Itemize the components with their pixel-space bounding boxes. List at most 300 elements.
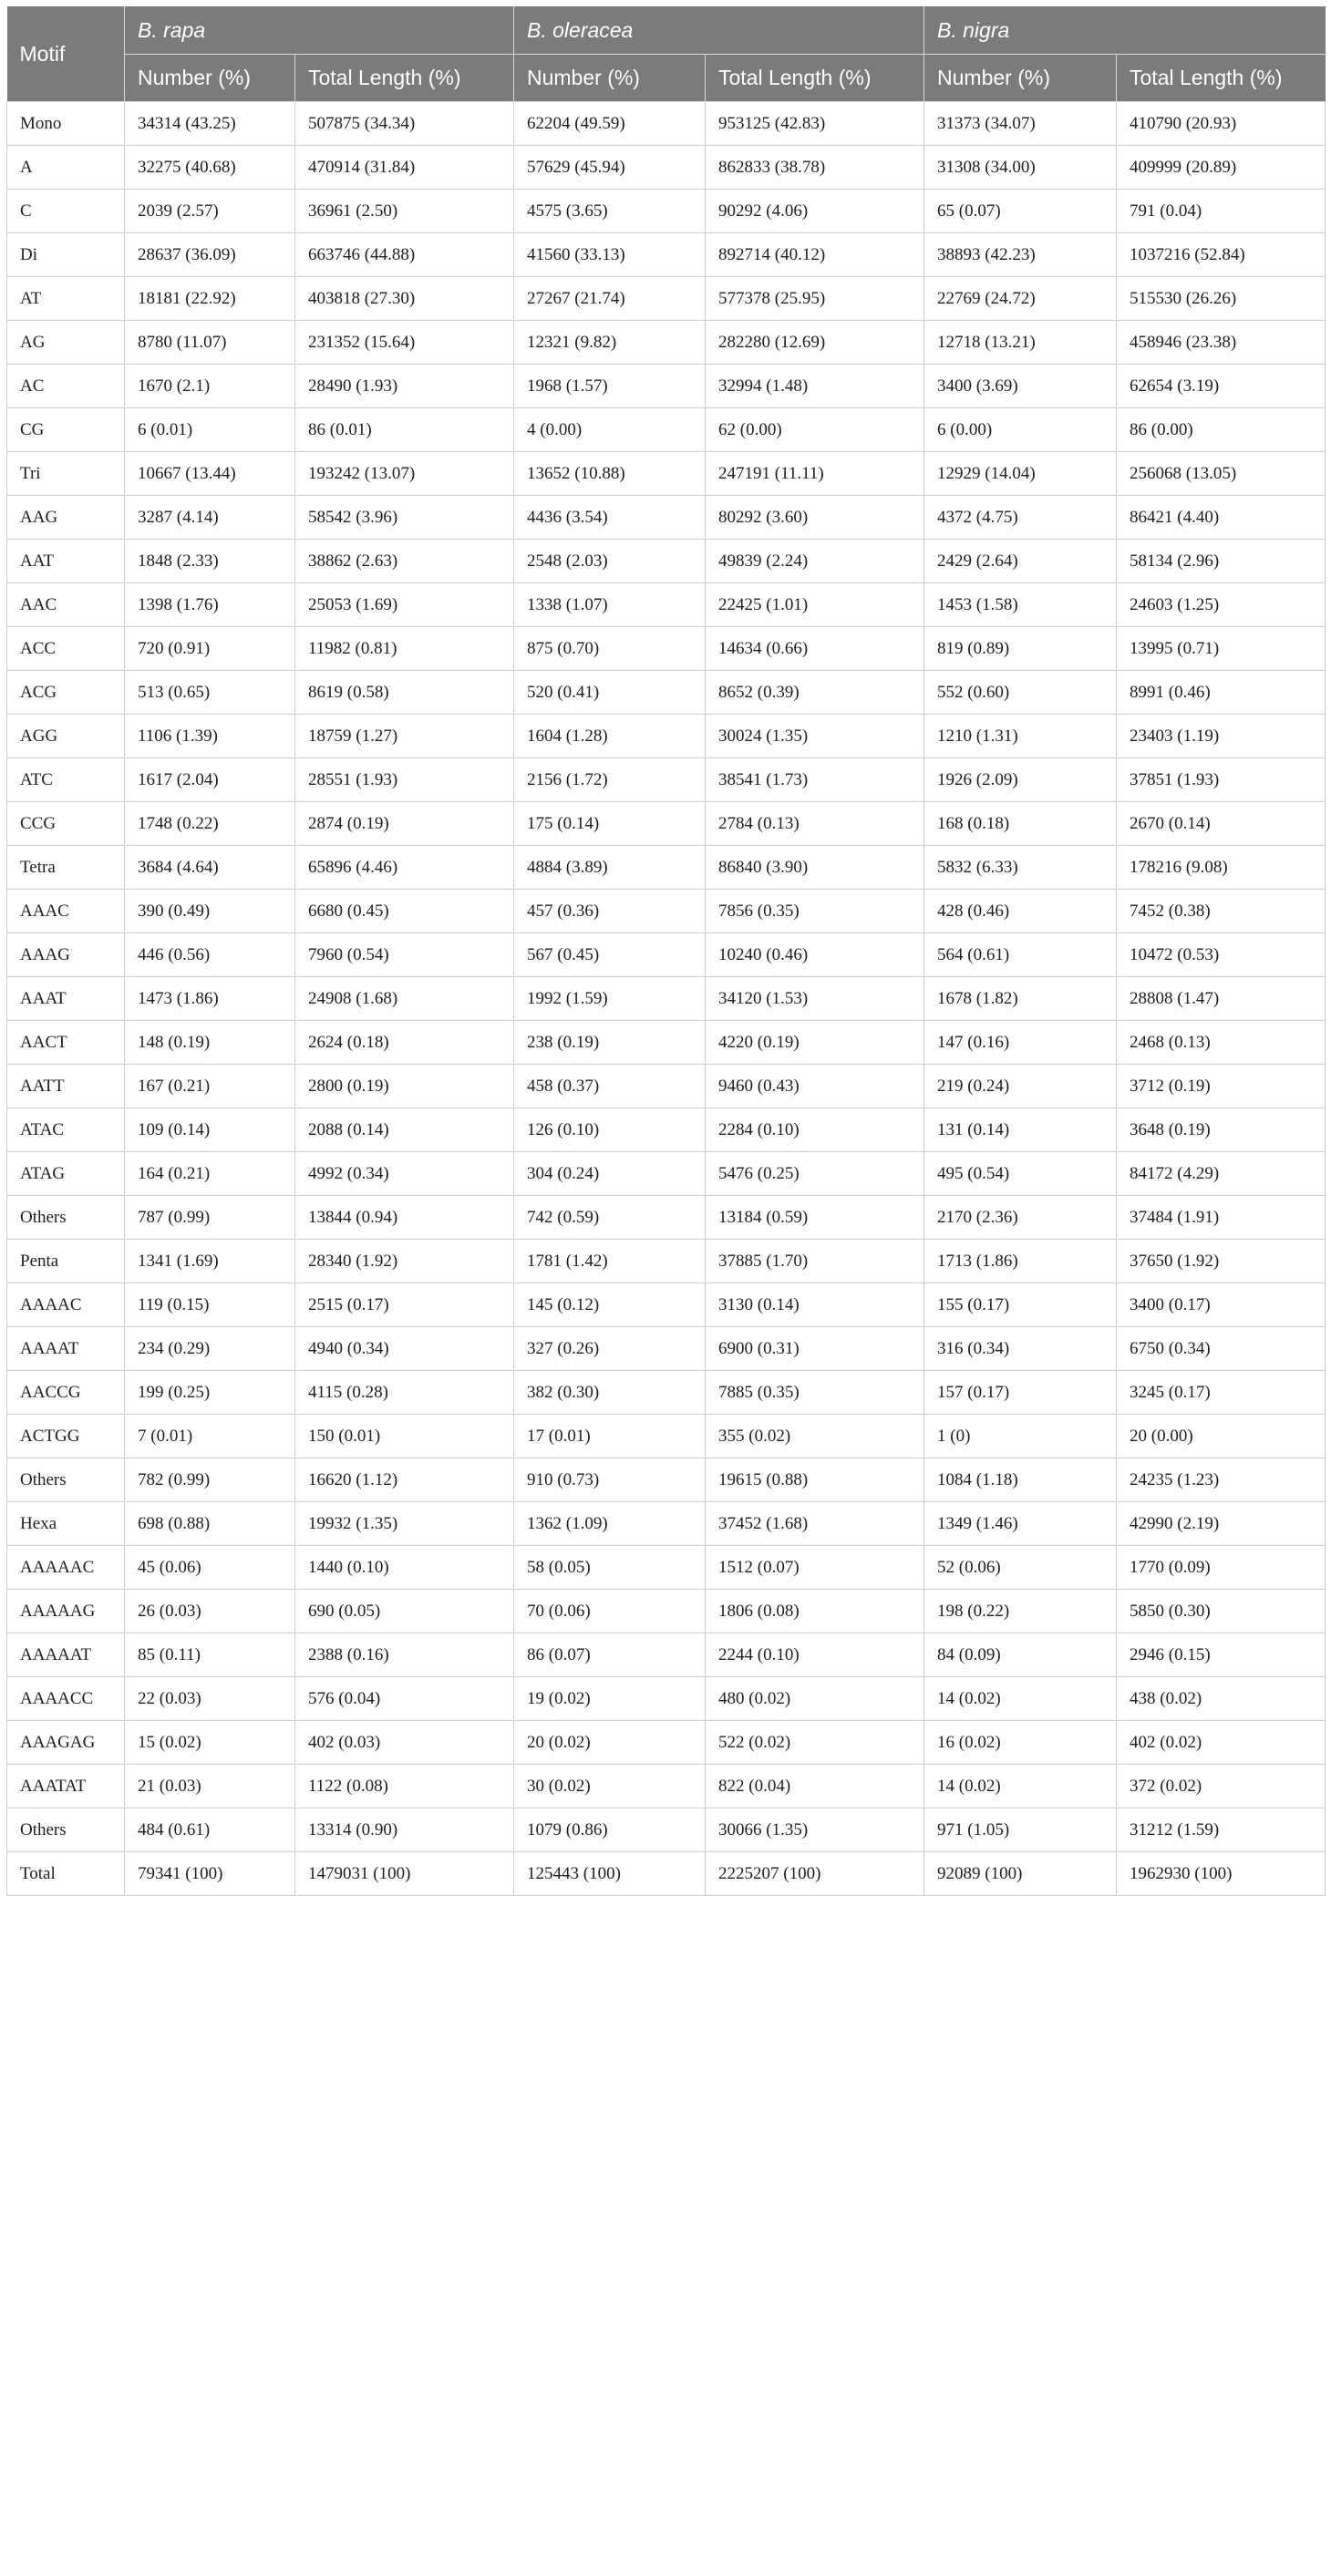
b-rapa-number-cell: 3287 (4.14) (125, 496, 295, 540)
b-nigra-number-cell: 819 (0.89) (924, 627, 1117, 671)
table-row (7, 890, 1326, 933)
b-oleracea-length-cell: 522 (0.02) (706, 1721, 924, 1765)
b-nigra-number-cell: 12718 (13.21) (924, 321, 1117, 365)
b-oleracea-number-cell: 457 (0.36) (514, 890, 706, 933)
b-rapa-number-cell: 484 (0.61) (125, 1808, 295, 1852)
b-rapa-length-cell: 28551 (1.93) (295, 758, 514, 802)
b-rapa-length-cell: 36961 (2.50) (295, 190, 514, 233)
b-nigra-length-cell: 1770 (0.09) (1117, 1546, 1326, 1590)
table-row (7, 1021, 1326, 1065)
b-oleracea-length-cell: 86840 (3.90) (706, 846, 924, 890)
b-oleracea-length-cell: 19615 (0.88) (706, 1458, 924, 1502)
b-nigra-number-cell: 971 (1.05) (924, 1808, 1117, 1852)
b-oleracea-number-cell: 1781 (1.42) (514, 1240, 706, 1283)
b-nigra-number-cell: 147 (0.16) (924, 1021, 1117, 1065)
b-nigra-number-cell: 4372 (4.75) (924, 496, 1117, 540)
b-rapa-number-cell: 199 (0.25) (125, 1371, 295, 1415)
motif-cell: Tri (7, 452, 125, 496)
motif-cell: AAAAAG (7, 1590, 125, 1633)
b-oleracea-length-cell: 1512 (0.07) (706, 1546, 924, 1590)
b-oleracea-length-cell: 30024 (1.35) (706, 715, 924, 758)
table-row (7, 277, 1326, 321)
b-rapa-length-cell: 38862 (2.63) (295, 540, 514, 583)
ssr-motif-table (6, 6, 1326, 1896)
b-nigra-length-cell: 178216 (9.08) (1117, 846, 1326, 890)
b-rapa-number-cell: 18181 (22.92) (125, 277, 295, 321)
b-oleracea-number-cell: 1992 (1.59) (514, 977, 706, 1021)
table-row (7, 146, 1326, 190)
b-rapa-length-cell: 24908 (1.68) (295, 977, 514, 1021)
table-row (7, 1765, 1326, 1808)
b-rapa-length-cell: 2388 (0.16) (295, 1633, 514, 1677)
motif-cell: AATT (7, 1065, 125, 1108)
b-rapa-number-cell: 21 (0.03) (125, 1765, 295, 1808)
b-oleracea-length-cell: 14634 (0.66) (706, 627, 924, 671)
b-rapa-number-cell: 164 (0.21) (125, 1152, 295, 1196)
b-nigra-number-cell: 552 (0.60) (924, 671, 1117, 715)
b-oleracea-number-cell: 1362 (1.09) (514, 1502, 706, 1546)
b-oleracea-length-cell: 953125 (42.83) (706, 102, 924, 146)
table-row (7, 1283, 1326, 1327)
motif-cell: ATAC (7, 1108, 125, 1152)
b-oleracea-number-cell: 520 (0.41) (514, 671, 706, 715)
b-oleracea-length-cell: 2284 (0.10) (706, 1108, 924, 1152)
b-rapa-length-header: Total Length (%) (295, 55, 514, 102)
b-rapa-length-cell: 6680 (0.45) (295, 890, 514, 933)
b-oleracea-length-cell: 2784 (0.13) (706, 802, 924, 846)
b-oleracea-number-cell: 19 (0.02) (514, 1677, 706, 1721)
motif-cell: AAATAT (7, 1765, 125, 1808)
b-nigra-length-cell: 3648 (0.19) (1117, 1108, 1326, 1152)
b-oleracea-number-cell: 4436 (3.54) (514, 496, 706, 540)
b-nigra-length-cell: 458946 (23.38) (1117, 321, 1326, 365)
b-nigra-number-cell: 1349 (1.46) (924, 1502, 1117, 1546)
b-nigra-number-cell: 564 (0.61) (924, 933, 1117, 977)
b-oleracea-length-cell: 49839 (2.24) (706, 540, 924, 583)
b-rapa-number-cell: 1748 (0.22) (125, 802, 295, 846)
b-rapa-number-cell: 10667 (13.44) (125, 452, 295, 496)
b-oleracea-number-cell: 125443 (100) (514, 1852, 706, 1896)
motif-cell: Others (7, 1808, 125, 1852)
b-rapa-length-cell: 11982 (0.81) (295, 627, 514, 671)
b-oleracea-number-cell: 20 (0.02) (514, 1721, 706, 1765)
b-nigra-length-cell: 37650 (1.92) (1117, 1240, 1326, 1283)
table-row (7, 540, 1326, 583)
motif-cell: Hexa (7, 1502, 125, 1546)
table-row (7, 190, 1326, 233)
b-nigra-number-cell: 219 (0.24) (924, 1065, 1117, 1108)
table-row (7, 846, 1326, 890)
b-oleracea-number-cell: 875 (0.70) (514, 627, 706, 671)
b-oleracea-length-cell: 355 (0.02) (706, 1415, 924, 1458)
b-nigra-length-cell: 13995 (0.71) (1117, 627, 1326, 671)
b-oleracea-length-cell: 9460 (0.43) (706, 1065, 924, 1108)
table-row (7, 1677, 1326, 1721)
b-oleracea-number-cell: 13652 (10.88) (514, 452, 706, 496)
b-oleracea-number-cell: 27267 (21.74) (514, 277, 706, 321)
b-oleracea-length-cell: 37452 (1.68) (706, 1502, 924, 1546)
b-nigra-number-cell: 65 (0.07) (924, 190, 1117, 233)
b-oleracea-number-cell: 567 (0.45) (514, 933, 706, 977)
b-rapa-length-cell: 690 (0.05) (295, 1590, 514, 1633)
b-oleracea-length-cell: 247191 (11.11) (706, 452, 924, 496)
table-row (7, 321, 1326, 365)
table-row (7, 758, 1326, 802)
b-nigra-length-cell: 84172 (4.29) (1117, 1152, 1326, 1196)
b-nigra-length-cell: 372 (0.02) (1117, 1765, 1326, 1808)
table-row (7, 408, 1326, 452)
b-rapa-length-cell: 13844 (0.94) (295, 1196, 514, 1240)
b-oleracea-number-cell: 1968 (1.57) (514, 365, 706, 408)
b-nigra-length-cell: 410790 (20.93) (1117, 102, 1326, 146)
table-row (7, 1371, 1326, 1415)
b-nigra-number-cell: 168 (0.18) (924, 802, 1117, 846)
b-nigra-length-cell: 24235 (1.23) (1117, 1458, 1326, 1502)
table-row (7, 1590, 1326, 1633)
b-rapa-number-cell: 1341 (1.69) (125, 1240, 295, 1283)
b-nigra-number-cell: 2429 (2.64) (924, 540, 1117, 583)
b-nigra-length-cell: 2946 (0.15) (1117, 1633, 1326, 1677)
b-oleracea-length-cell: 862833 (38.78) (706, 146, 924, 190)
b-rapa-number-cell: 109 (0.14) (125, 1108, 295, 1152)
b-rapa-length-cell: 13314 (0.90) (295, 1808, 514, 1852)
b-nigra-length-cell: 5850 (0.30) (1117, 1590, 1326, 1633)
b-rapa-length-cell: 8619 (0.58) (295, 671, 514, 715)
table-row (7, 1808, 1326, 1852)
b-nigra-length-cell: 8991 (0.46) (1117, 671, 1326, 715)
b-oleracea-length-cell: 22425 (1.01) (706, 583, 924, 627)
b-nigra-number-cell: 5832 (6.33) (924, 846, 1117, 890)
b-oleracea-length-cell: 480 (0.02) (706, 1677, 924, 1721)
motif-cell: Di (7, 233, 125, 277)
motif-cell: AAAT (7, 977, 125, 1021)
table-row (7, 977, 1326, 1021)
b-oleracea-number-cell: 86 (0.07) (514, 1633, 706, 1677)
b-nigra-length-cell: 20 (0.00) (1117, 1415, 1326, 1458)
b-rapa-length-cell: 65896 (4.46) (295, 846, 514, 890)
b-rapa-number-cell: 26 (0.03) (125, 1590, 295, 1633)
b-rapa-number-cell: 34314 (43.25) (125, 102, 295, 146)
b-rapa-number-cell: 1473 (1.86) (125, 977, 295, 1021)
b-oleracea-number-cell: 57629 (45.94) (514, 146, 706, 190)
motif-cell: AAAAAT (7, 1633, 125, 1677)
b-rapa-length-cell: 18759 (1.27) (295, 715, 514, 758)
table-row (7, 365, 1326, 408)
table-row (7, 233, 1326, 277)
b-rapa-length-cell: 1479031 (100) (295, 1852, 514, 1896)
b-oleracea-length-cell: 30066 (1.35) (706, 1808, 924, 1852)
b-oleracea-number-cell: 126 (0.10) (514, 1108, 706, 1152)
b-oleracea-number-cell: 145 (0.12) (514, 1283, 706, 1327)
table-row (7, 1852, 1326, 1896)
b-nigra-length-cell: 28808 (1.47) (1117, 977, 1326, 1021)
b-nigra-number-cell: 1210 (1.31) (924, 715, 1117, 758)
motif-cell: ACTGG (7, 1415, 125, 1458)
b-rapa-number-cell: 15 (0.02) (125, 1721, 295, 1765)
b-nigra-length-cell: 86421 (4.40) (1117, 496, 1326, 540)
b-nigra-number-cell: 1926 (2.09) (924, 758, 1117, 802)
motif-cell: Others (7, 1458, 125, 1502)
species-header-b-rapa: B. rapa (125, 6, 514, 55)
b-nigra-length-cell: 1037216 (52.84) (1117, 233, 1326, 277)
b-nigra-number-cell: 155 (0.17) (924, 1283, 1117, 1327)
b-oleracea-number-cell: 12321 (9.82) (514, 321, 706, 365)
b-nigra-length-cell: 86 (0.00) (1117, 408, 1326, 452)
motif-cell: AAAAT (7, 1327, 125, 1371)
b-rapa-number-cell: 1398 (1.76) (125, 583, 295, 627)
b-rapa-length-cell: 507875 (34.34) (295, 102, 514, 146)
b-oleracea-length-cell: 577378 (25.95) (706, 277, 924, 321)
table-row (7, 1196, 1326, 1240)
motif-cell: Tetra (7, 846, 125, 890)
b-rapa-number-cell: 2039 (2.57) (125, 190, 295, 233)
b-oleracea-number-cell: 17 (0.01) (514, 1415, 706, 1458)
b-rapa-number-cell: 148 (0.19) (125, 1021, 295, 1065)
b-oleracea-length-cell: 38541 (1.73) (706, 758, 924, 802)
b-rapa-number-cell: 234 (0.29) (125, 1327, 295, 1371)
b-rapa-number-cell: 1617 (2.04) (125, 758, 295, 802)
b-oleracea-length-cell: 13184 (0.59) (706, 1196, 924, 1240)
motif-cell: A (7, 146, 125, 190)
b-nigra-number-cell: 1713 (1.86) (924, 1240, 1117, 1283)
motif-cell: AAAG (7, 933, 125, 977)
b-rapa-number-cell: 1848 (2.33) (125, 540, 295, 583)
b-oleracea-length-cell: 90292 (4.06) (706, 190, 924, 233)
species-header-b-nigra: B. nigra (924, 6, 1326, 55)
b-nigra-length-cell: 256068 (13.05) (1117, 452, 1326, 496)
b-oleracea-length-cell: 80292 (3.60) (706, 496, 924, 540)
motif-cell: ACG (7, 671, 125, 715)
b-nigra-length-cell: 37851 (1.93) (1117, 758, 1326, 802)
b-oleracea-number-cell: 1604 (1.28) (514, 715, 706, 758)
b-nigra-number-cell: 198 (0.22) (924, 1590, 1117, 1633)
motif-cell: Penta (7, 1240, 125, 1283)
table-row (7, 1065, 1326, 1108)
b-rapa-number-cell: 390 (0.49) (125, 890, 295, 933)
b-nigra-length-cell: 515530 (26.26) (1117, 277, 1326, 321)
table-container (6, 6, 1325, 1896)
b-oleracea-length-cell: 37885 (1.70) (706, 1240, 924, 1283)
b-oleracea-length-cell: 8652 (0.39) (706, 671, 924, 715)
table-row (7, 1327, 1326, 1371)
b-oleracea-number-cell: 4575 (3.65) (514, 190, 706, 233)
b-nigra-length-cell: 31212 (1.59) (1117, 1808, 1326, 1852)
b-rapa-length-cell: 4115 (0.28) (295, 1371, 514, 1415)
b-oleracea-length-cell: 62 (0.00) (706, 408, 924, 452)
b-nigra-number-cell: 428 (0.46) (924, 890, 1117, 933)
b-nigra-number-cell: 84 (0.09) (924, 1633, 1117, 1677)
b-nigra-length-cell: 2670 (0.14) (1117, 802, 1326, 846)
b-oleracea-number-cell: 458 (0.37) (514, 1065, 706, 1108)
b-nigra-length-cell: 23403 (1.19) (1117, 715, 1326, 758)
b-rapa-length-cell: 28340 (1.92) (295, 1240, 514, 1283)
b-nigra-length-cell: 3712 (0.19) (1117, 1065, 1326, 1108)
b-nigra-number-cell: 31373 (34.07) (924, 102, 1117, 146)
b-nigra-number-cell: 92089 (100) (924, 1852, 1117, 1896)
b-rapa-number-cell: 85 (0.11) (125, 1633, 295, 1677)
table-body (7, 102, 1326, 1896)
b-rapa-number-cell: 720 (0.91) (125, 627, 295, 671)
b-rapa-number-cell: 22 (0.03) (125, 1677, 295, 1721)
b-nigra-number-cell: 2170 (2.36) (924, 1196, 1117, 1240)
motif-cell: AACT (7, 1021, 125, 1065)
b-oleracea-number-cell: 2156 (1.72) (514, 758, 706, 802)
b-nigra-length-cell: 791 (0.04) (1117, 190, 1326, 233)
b-rapa-number-cell: 119 (0.15) (125, 1283, 295, 1327)
b-rapa-length-cell: 193242 (13.07) (295, 452, 514, 496)
b-nigra-length-cell: 58134 (2.96) (1117, 540, 1326, 583)
b-rapa-length-cell: 470914 (31.84) (295, 146, 514, 190)
b-nigra-number-cell: 1 (0) (924, 1415, 1117, 1458)
b-nigra-length-cell: 402 (0.02) (1117, 1721, 1326, 1765)
b-rapa-number-cell: 1670 (2.1) (125, 365, 295, 408)
b-nigra-number-cell: 16 (0.02) (924, 1721, 1117, 1765)
b-oleracea-length-cell: 2225207 (100) (706, 1852, 924, 1896)
b-rapa-length-cell: 28490 (1.93) (295, 365, 514, 408)
motif-cell: CG (7, 408, 125, 452)
motif-cell: Mono (7, 102, 125, 146)
b-oleracea-length-cell: 2244 (0.10) (706, 1633, 924, 1677)
b-nigra-number-cell: 38893 (42.23) (924, 233, 1117, 277)
b-rapa-number-cell: 1106 (1.39) (125, 715, 295, 758)
motif-cell: AC (7, 365, 125, 408)
motif-cell: ACC (7, 627, 125, 671)
b-nigra-length-cell: 62654 (3.19) (1117, 365, 1326, 408)
b-rapa-length-cell: 25053 (1.69) (295, 583, 514, 627)
table-row (7, 1502, 1326, 1546)
motif-cell: AGG (7, 715, 125, 758)
b-nigra-number-cell: 22769 (24.72) (924, 277, 1117, 321)
b-nigra-number-cell: 1084 (1.18) (924, 1458, 1117, 1502)
b-nigra-length-cell: 10472 (0.53) (1117, 933, 1326, 977)
b-nigra-number-cell: 6 (0.00) (924, 408, 1117, 452)
b-oleracea-number-cell: 238 (0.19) (514, 1021, 706, 1065)
b-oleracea-length-header: Total Length (%) (706, 55, 924, 102)
table-row (7, 627, 1326, 671)
b-oleracea-length-cell: 892714 (40.12) (706, 233, 924, 277)
table-row (7, 1458, 1326, 1502)
b-rapa-number-cell: 698 (0.88) (125, 1502, 295, 1546)
b-oleracea-number-cell: 382 (0.30) (514, 1371, 706, 1415)
b-rapa-number-cell: 32275 (40.68) (125, 146, 295, 190)
motif-cell: AAAACC (7, 1677, 125, 1721)
b-nigra-number-cell: 12929 (14.04) (924, 452, 1117, 496)
b-nigra-number-cell: 52 (0.06) (924, 1546, 1117, 1590)
b-oleracea-length-cell: 5476 (0.25) (706, 1152, 924, 1196)
b-nigra-length-cell: 3400 (0.17) (1117, 1283, 1326, 1327)
b-rapa-length-cell: 150 (0.01) (295, 1415, 514, 1458)
b-oleracea-number-cell: 304 (0.24) (514, 1152, 706, 1196)
b-rapa-length-cell: 2800 (0.19) (295, 1065, 514, 1108)
motif-column-header: Motif (7, 6, 125, 102)
b-nigra-number-cell: 1453 (1.58) (924, 583, 1117, 627)
motif-cell: AAC (7, 583, 125, 627)
b-rapa-length-cell: 58542 (3.96) (295, 496, 514, 540)
b-oleracea-number-header: Number (%) (514, 55, 706, 102)
b-rapa-length-cell: 19932 (1.35) (295, 1502, 514, 1546)
b-rapa-length-cell: 4940 (0.34) (295, 1327, 514, 1371)
table-row (7, 1633, 1326, 1677)
table-row (7, 102, 1326, 146)
b-oleracea-length-cell: 6900 (0.31) (706, 1327, 924, 1371)
table-row (7, 802, 1326, 846)
table-row (7, 496, 1326, 540)
b-oleracea-number-cell: 70 (0.06) (514, 1590, 706, 1633)
b-rapa-number-cell: 3684 (4.64) (125, 846, 295, 890)
b-oleracea-number-cell: 62204 (49.59) (514, 102, 706, 146)
motif-cell: AT (7, 277, 125, 321)
b-nigra-number-cell: 157 (0.17) (924, 1371, 1117, 1415)
b-nigra-number-cell: 1678 (1.82) (924, 977, 1117, 1021)
motif-cell: AAAAAC (7, 1546, 125, 1590)
b-rapa-length-cell: 2088 (0.14) (295, 1108, 514, 1152)
species-header-b-oleracea: B. oleracea (514, 6, 924, 55)
table-row (7, 715, 1326, 758)
b-rapa-length-cell: 2624 (0.18) (295, 1021, 514, 1065)
b-rapa-length-cell: 576 (0.04) (295, 1677, 514, 1721)
b-nigra-number-cell: 131 (0.14) (924, 1108, 1117, 1152)
b-rapa-length-cell: 2874 (0.19) (295, 802, 514, 846)
b-rapa-length-cell: 1122 (0.08) (295, 1765, 514, 1808)
motif-cell: Total (7, 1852, 125, 1896)
b-oleracea-length-cell: 7885 (0.35) (706, 1371, 924, 1415)
b-rapa-length-cell: 7960 (0.54) (295, 933, 514, 977)
b-rapa-number-cell: 167 (0.21) (125, 1065, 295, 1108)
b-rapa-length-cell: 86 (0.01) (295, 408, 514, 452)
b-oleracea-length-cell: 10240 (0.46) (706, 933, 924, 977)
b-nigra-length-cell: 42990 (2.19) (1117, 1502, 1326, 1546)
b-rapa-number-cell: 446 (0.56) (125, 933, 295, 977)
motif-cell: AAAAC (7, 1283, 125, 1327)
motif-cell: AG (7, 321, 125, 365)
motif-cell: ATC (7, 758, 125, 802)
b-oleracea-number-cell: 58 (0.05) (514, 1546, 706, 1590)
table-row (7, 1152, 1326, 1196)
b-oleracea-length-cell: 822 (0.04) (706, 1765, 924, 1808)
b-oleracea-number-cell: 175 (0.14) (514, 802, 706, 846)
b-nigra-number-cell: 14 (0.02) (924, 1677, 1117, 1721)
b-rapa-number-cell: 7 (0.01) (125, 1415, 295, 1458)
b-oleracea-length-cell: 1806 (0.08) (706, 1590, 924, 1633)
b-nigra-length-cell: 438 (0.02) (1117, 1677, 1326, 1721)
table-row (7, 671, 1326, 715)
b-nigra-length-cell: 1962930 (100) (1117, 1852, 1326, 1896)
b-rapa-number-cell: 6 (0.01) (125, 408, 295, 452)
motif-cell: AAG (7, 496, 125, 540)
table-row (7, 1721, 1326, 1765)
table-row (7, 1546, 1326, 1590)
table-row (7, 1240, 1326, 1283)
b-rapa-length-cell: 663746 (44.88) (295, 233, 514, 277)
b-rapa-number-cell: 45 (0.06) (125, 1546, 295, 1590)
table-row (7, 452, 1326, 496)
b-rapa-length-cell: 231352 (15.64) (295, 321, 514, 365)
b-nigra-number-cell: 31308 (34.00) (924, 146, 1117, 190)
motif-cell: AACCG (7, 1371, 125, 1415)
table-row (7, 583, 1326, 627)
b-rapa-number-cell: 79341 (100) (125, 1852, 295, 1896)
b-nigra-length-cell: 3245 (0.17) (1117, 1371, 1326, 1415)
b-nigra-length-cell: 6750 (0.34) (1117, 1327, 1326, 1371)
b-oleracea-length-cell: 3130 (0.14) (706, 1283, 924, 1327)
table-row (7, 1108, 1326, 1152)
b-rapa-number-cell: 28637 (36.09) (125, 233, 295, 277)
b-nigra-number-cell: 14 (0.02) (924, 1765, 1117, 1808)
b-oleracea-number-cell: 4 (0.00) (514, 408, 706, 452)
b-rapa-number-cell: 513 (0.65) (125, 671, 295, 715)
table-row (7, 933, 1326, 977)
b-rapa-number-cell: 787 (0.99) (125, 1196, 295, 1240)
